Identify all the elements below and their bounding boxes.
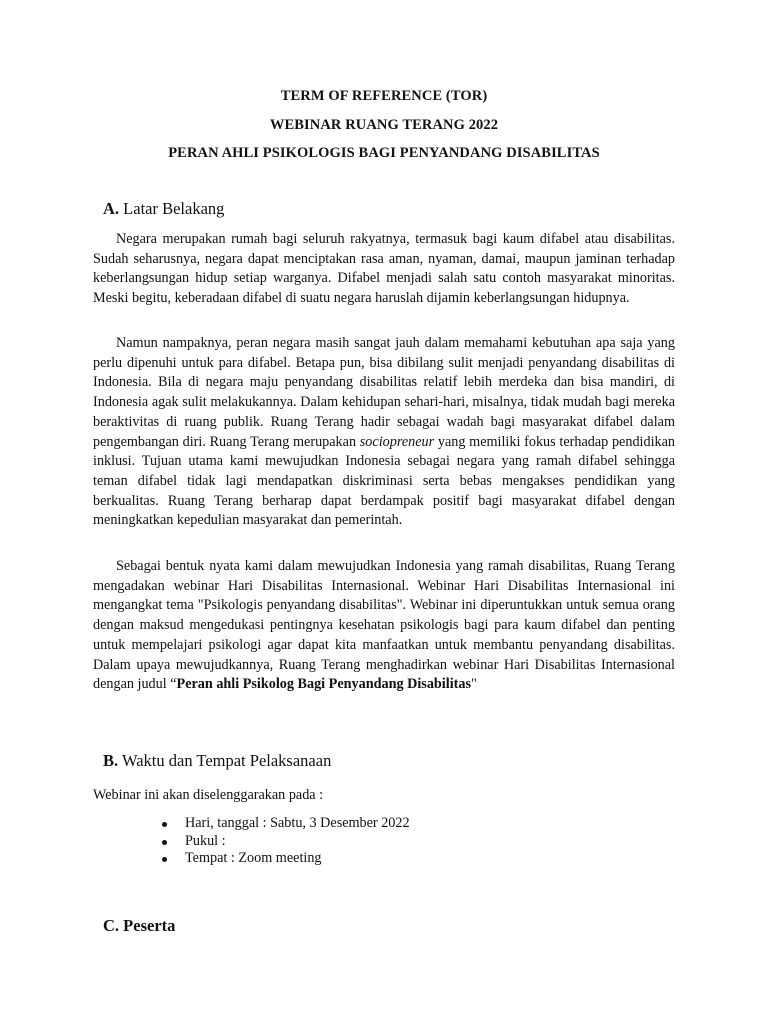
list-item: Pukul : (162, 833, 410, 851)
section-a-title: Latar Belakang (123, 199, 225, 218)
p2-text-after: yang memiliki fokus terhadap pendidikan inklusi. Tujuan utama kami mewujudkan Indonesia sebagai negara yang ramah difabel sehingga teman difabel tidak lagi mendapatkan diskriminasi serta bebas mengakses pendidikan yang berkualitas. Ruang Terang berharap dapat berdampak positif bagi masyarakat difabel dengan meningkatkan kepedulian masyarakat dan pemerintah. (93, 433, 675, 529)
bullet-icon (162, 857, 167, 862)
section-a-paragraph-3 (93, 557, 675, 695)
section-a-paragraph-1: Negara merupakan rumah bagi seluruh rakyatnya, termasuk bagi kaum difabel atau disabilitas. Sudah seharusnya, negara dapat menciptakan rasa aman, nyaman, damai, maupun jaminan terhadap keberlangsungan hidup setiap warganya. Difabel menjadi salah satu contoh masyarakat minoritas. Meski begitu, keberadaan difabel di suatu negara haruslah dijamin keberlangsungan hidupnya. (93, 231, 675, 307)
section-c-heading (103, 916, 175, 936)
doc-title-tor: TERM OF REFERENCE (TOR) (280, 88, 488, 104)
section-b-letter: B. (103, 751, 119, 770)
section-c-title: Peserta (123, 916, 176, 935)
p3-text-before: Sebagai bentuk nyata kami dalam mewujudkan Indonesia yang ramah disabilitas, Ruang Terang mengadakan webinar Hari Disabilitas Internasional. Webinar Hari Disabilitas Internasional ini mengangkat tema "Psikologis penyandang disabilitas". Webinar ini diperuntukkan untuk semua orang dengan maksud mengedukasi pentingnya kesehatan psikologis bagi para kaum difabel dan penting untuk mempelajari psikologi agar dapat kita manfaatkan untuk membantu penyandang disabilitas. Dalam upaya mewujudkannya, Ruang Terang menghadirkan webinar Hari Disabilitas Internasional dengan judul “ (93, 558, 675, 693)
p2-italic-term: sociopreneur (359, 433, 435, 450)
p3-bold-title: Peran ahli Psikolog Bagi Penyandang Disabilitas (176, 676, 471, 693)
bullet-icon (162, 822, 167, 827)
schedule-list (162, 815, 410, 868)
doc-title-topic: PERAN AHLI PSIKOLOGIS BAGI PENYANDANG DISABILITAS (168, 145, 600, 161)
bullet-icon (162, 840, 167, 845)
list-item: Hari, tanggal : Sabtu, 3 Desember 2022 (162, 815, 410, 833)
section-a-heading (103, 199, 224, 219)
p2-text-before: Namun nampaknya, peran negara masih sangat jauh dalam memahami kebutuhan apa saja yang perlu dipenuhi untuk para difabel. Betapa pun, bisa dibilang sulit menjadi penyandang disabilitas di Indonesia. Bila di negara maju penyandang disabilitas relatif lebih merdeka dan bisa mandiri, di Indonesia agak sulit melakukannya. Dalam kehidupan sehari-hari, misalnya, tidak mudah bagi mereka beraktivitas di ruang publik. Ruang Terang hadir sebagai wadah bagi masyarakat difabel dalam pengembangan diri. Ruang Terang merupakan (93, 335, 675, 450)
list-item: Tempat : Zoom meeting (162, 850, 410, 868)
section-b-title: Waktu dan Tempat Pelaksanaan (121, 751, 332, 770)
doc-title-webinar: WEBINAR RUANG TERANG 2022 (269, 117, 499, 133)
section-c-letter: C. (103, 916, 120, 935)
section-a-paragraph-2 (93, 334, 675, 531)
p3-text-after: " (470, 676, 477, 693)
section-a-letter: A. (103, 199, 120, 218)
section-b-heading (103, 751, 331, 771)
section-b-intro: Webinar ini akan diselenggarakan pada : (93, 787, 324, 803)
